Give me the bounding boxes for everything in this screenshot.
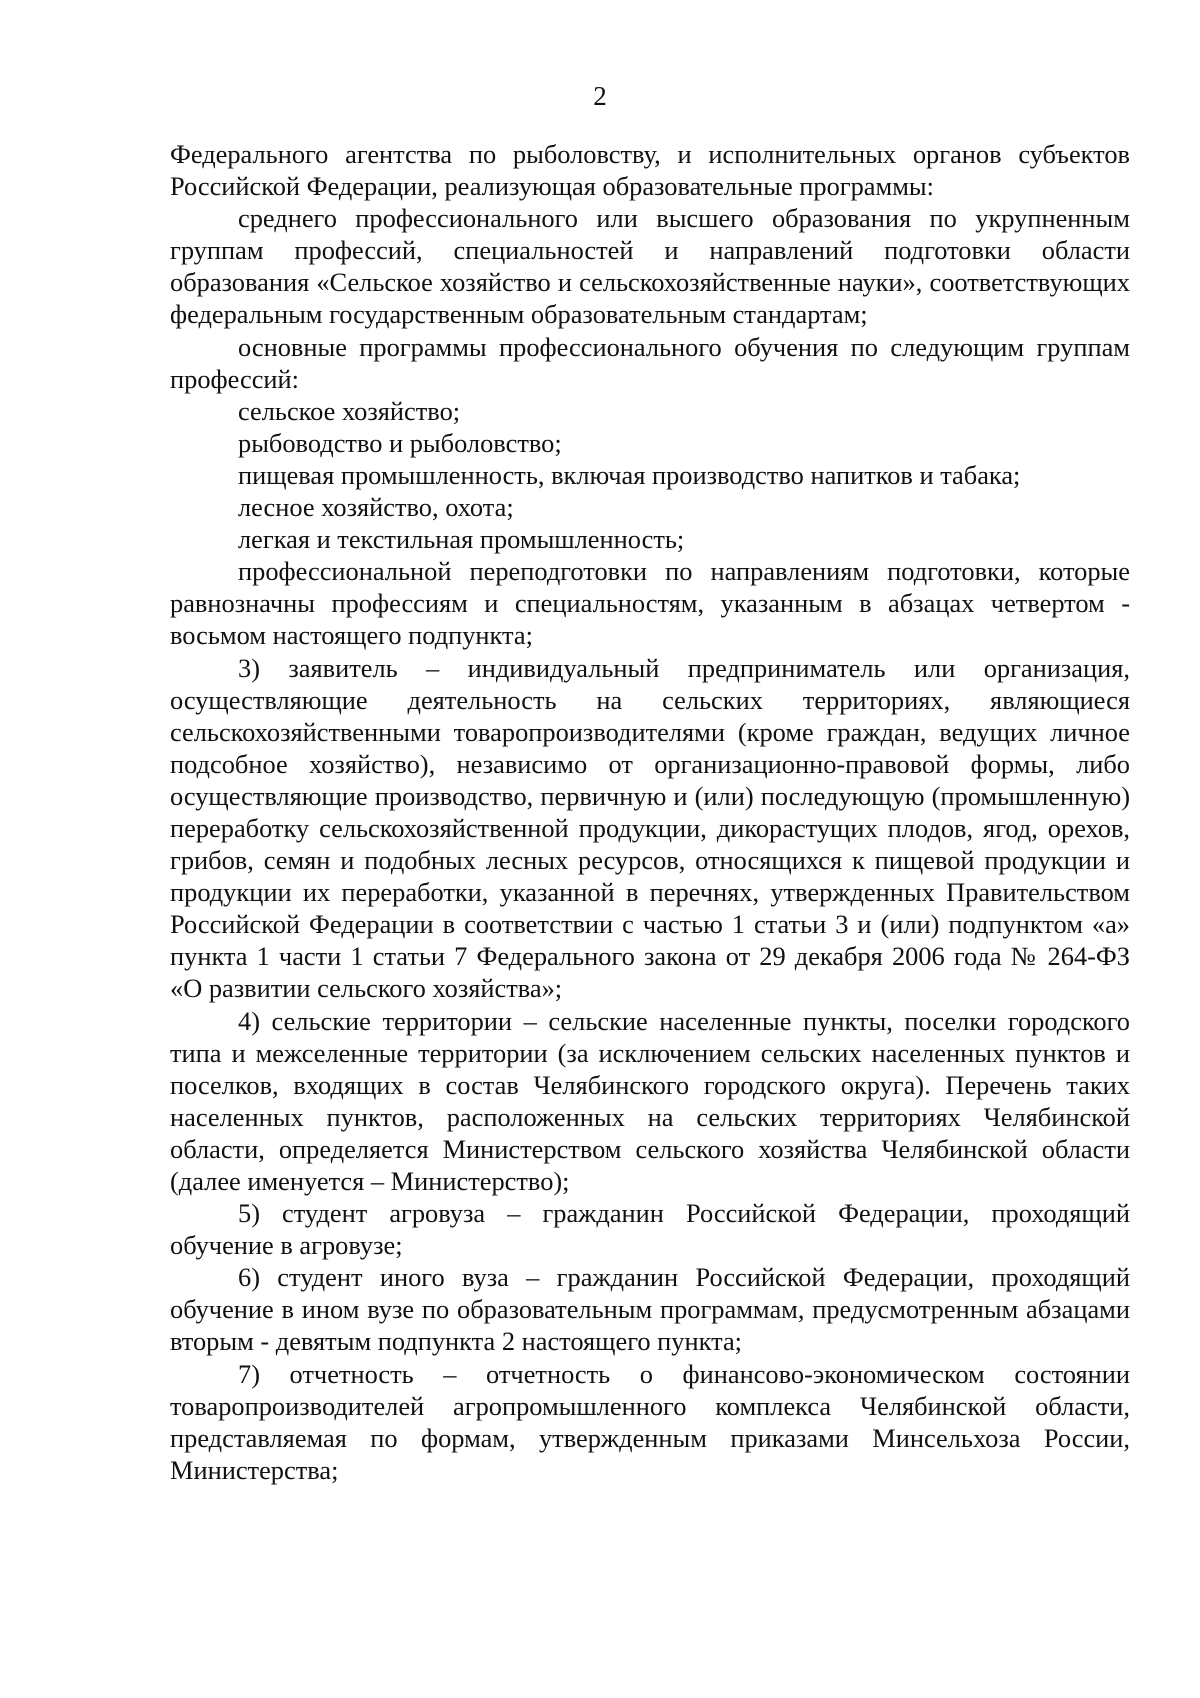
definition-reporting: 7) отчетность – отчетность о финансово-экономическом состоянии товаропроизводителей агропромышленного комплекса Челябинской области, представляемая по формам, утвержденным приказами Минсельхоза России, Министерства; (170, 1358, 1130, 1485)
page-number: 2 (593, 81, 607, 111)
list-item-agriculture: сельское хозяйство; (238, 395, 461, 426)
paragraph-basic-programs: основные программы профессионального обучения по следующим группам профессий: (170, 331, 1130, 394)
paragraph-continuation: Федерального агентства по рыболовству, и исполнительных органов субъектов Российской Федерации, реализующая образовательные программы: (170, 139, 1130, 202)
definition-rural-territories: 4) сельские территории – сельские населенные пункты, поселки городского типа и межселенные территории (за исключением сельских населенных пунктов и поселков, входящих в состав Челябинского городского округа). Перечень таких населенных пунктов, расположенных на сельских территориях Челябинской области, определяется Министерством сельского хозяйства Челябинской области (далее именуется – Министерство); (170, 1005, 1130, 1196)
definition-applicant: 3) заявитель – индивидуальный предприниматель или организация, осуществляющие деятельность на сельских территориях, являющиеся сельскохозяйственными товаропроизводителями (кроме граждан, ведущих личное подсобное хозяйство), независимо от организационно-правовой формы, либо осуществляющие производство, первичную и (или) последующую (промышленную) переработку сельскохозяйственной продукции, дикорастущих плодов, ягод, орехов, грибов, семян и подобных лесных ресурсов, относящихся к пищевой продукции и продукции их переработки, указанной в перечнях, утвержденных Правительством Российской Федерации в соответствии с частью 1 статьи 3 и (или) подпунктом «а» пункта 1 части 1 статьи 7 Федерального закона от 29 декабря 2006 года № 264-ФЗ «О развитии сельского хозяйства»; (170, 652, 1130, 1004)
list-item-forestry: лесное хозяйство, охота; (238, 492, 514, 523)
paragraph-retraining: профессиональной переподготовки по направлениям подготовки, которые равнозначны профессиям и специальностям, указанным в абзацах четвертом - восьмом настоящего подпункта; (170, 556, 1130, 651)
document-body (170, 138, 1130, 1486)
paragraph-secondary-higher-education: среднего профессионального или высшего образования по укрупненным группам профессий, специальностей и направлений подготовки области образования «Сельское хозяйство и сельскохозяйственные науки», соответствующих федеральным государственным образовательным стандартам; (170, 203, 1130, 330)
definition-other-university-student: 6) студент иного вуза – гражданин Российской Федерации, проходящий обучение в ином вузе по образовательным программам, предусмотренным абзацами вторым - девятым подпункта 2 настоящего пункта; (170, 1262, 1130, 1357)
list-item-light-industry: легкая и текстильная промышленность; (238, 524, 685, 555)
list-item-fish-farming: рыбоводство и рыболовство; (238, 427, 562, 458)
list-item-food-industry: пищевая промышленность, включая производство напитков и табака; (238, 459, 1021, 490)
definition-agro-university-student: 5) студент агровуза – гражданин Российской Федерации, проходящий обучение в агровузе; (170, 1198, 1130, 1261)
